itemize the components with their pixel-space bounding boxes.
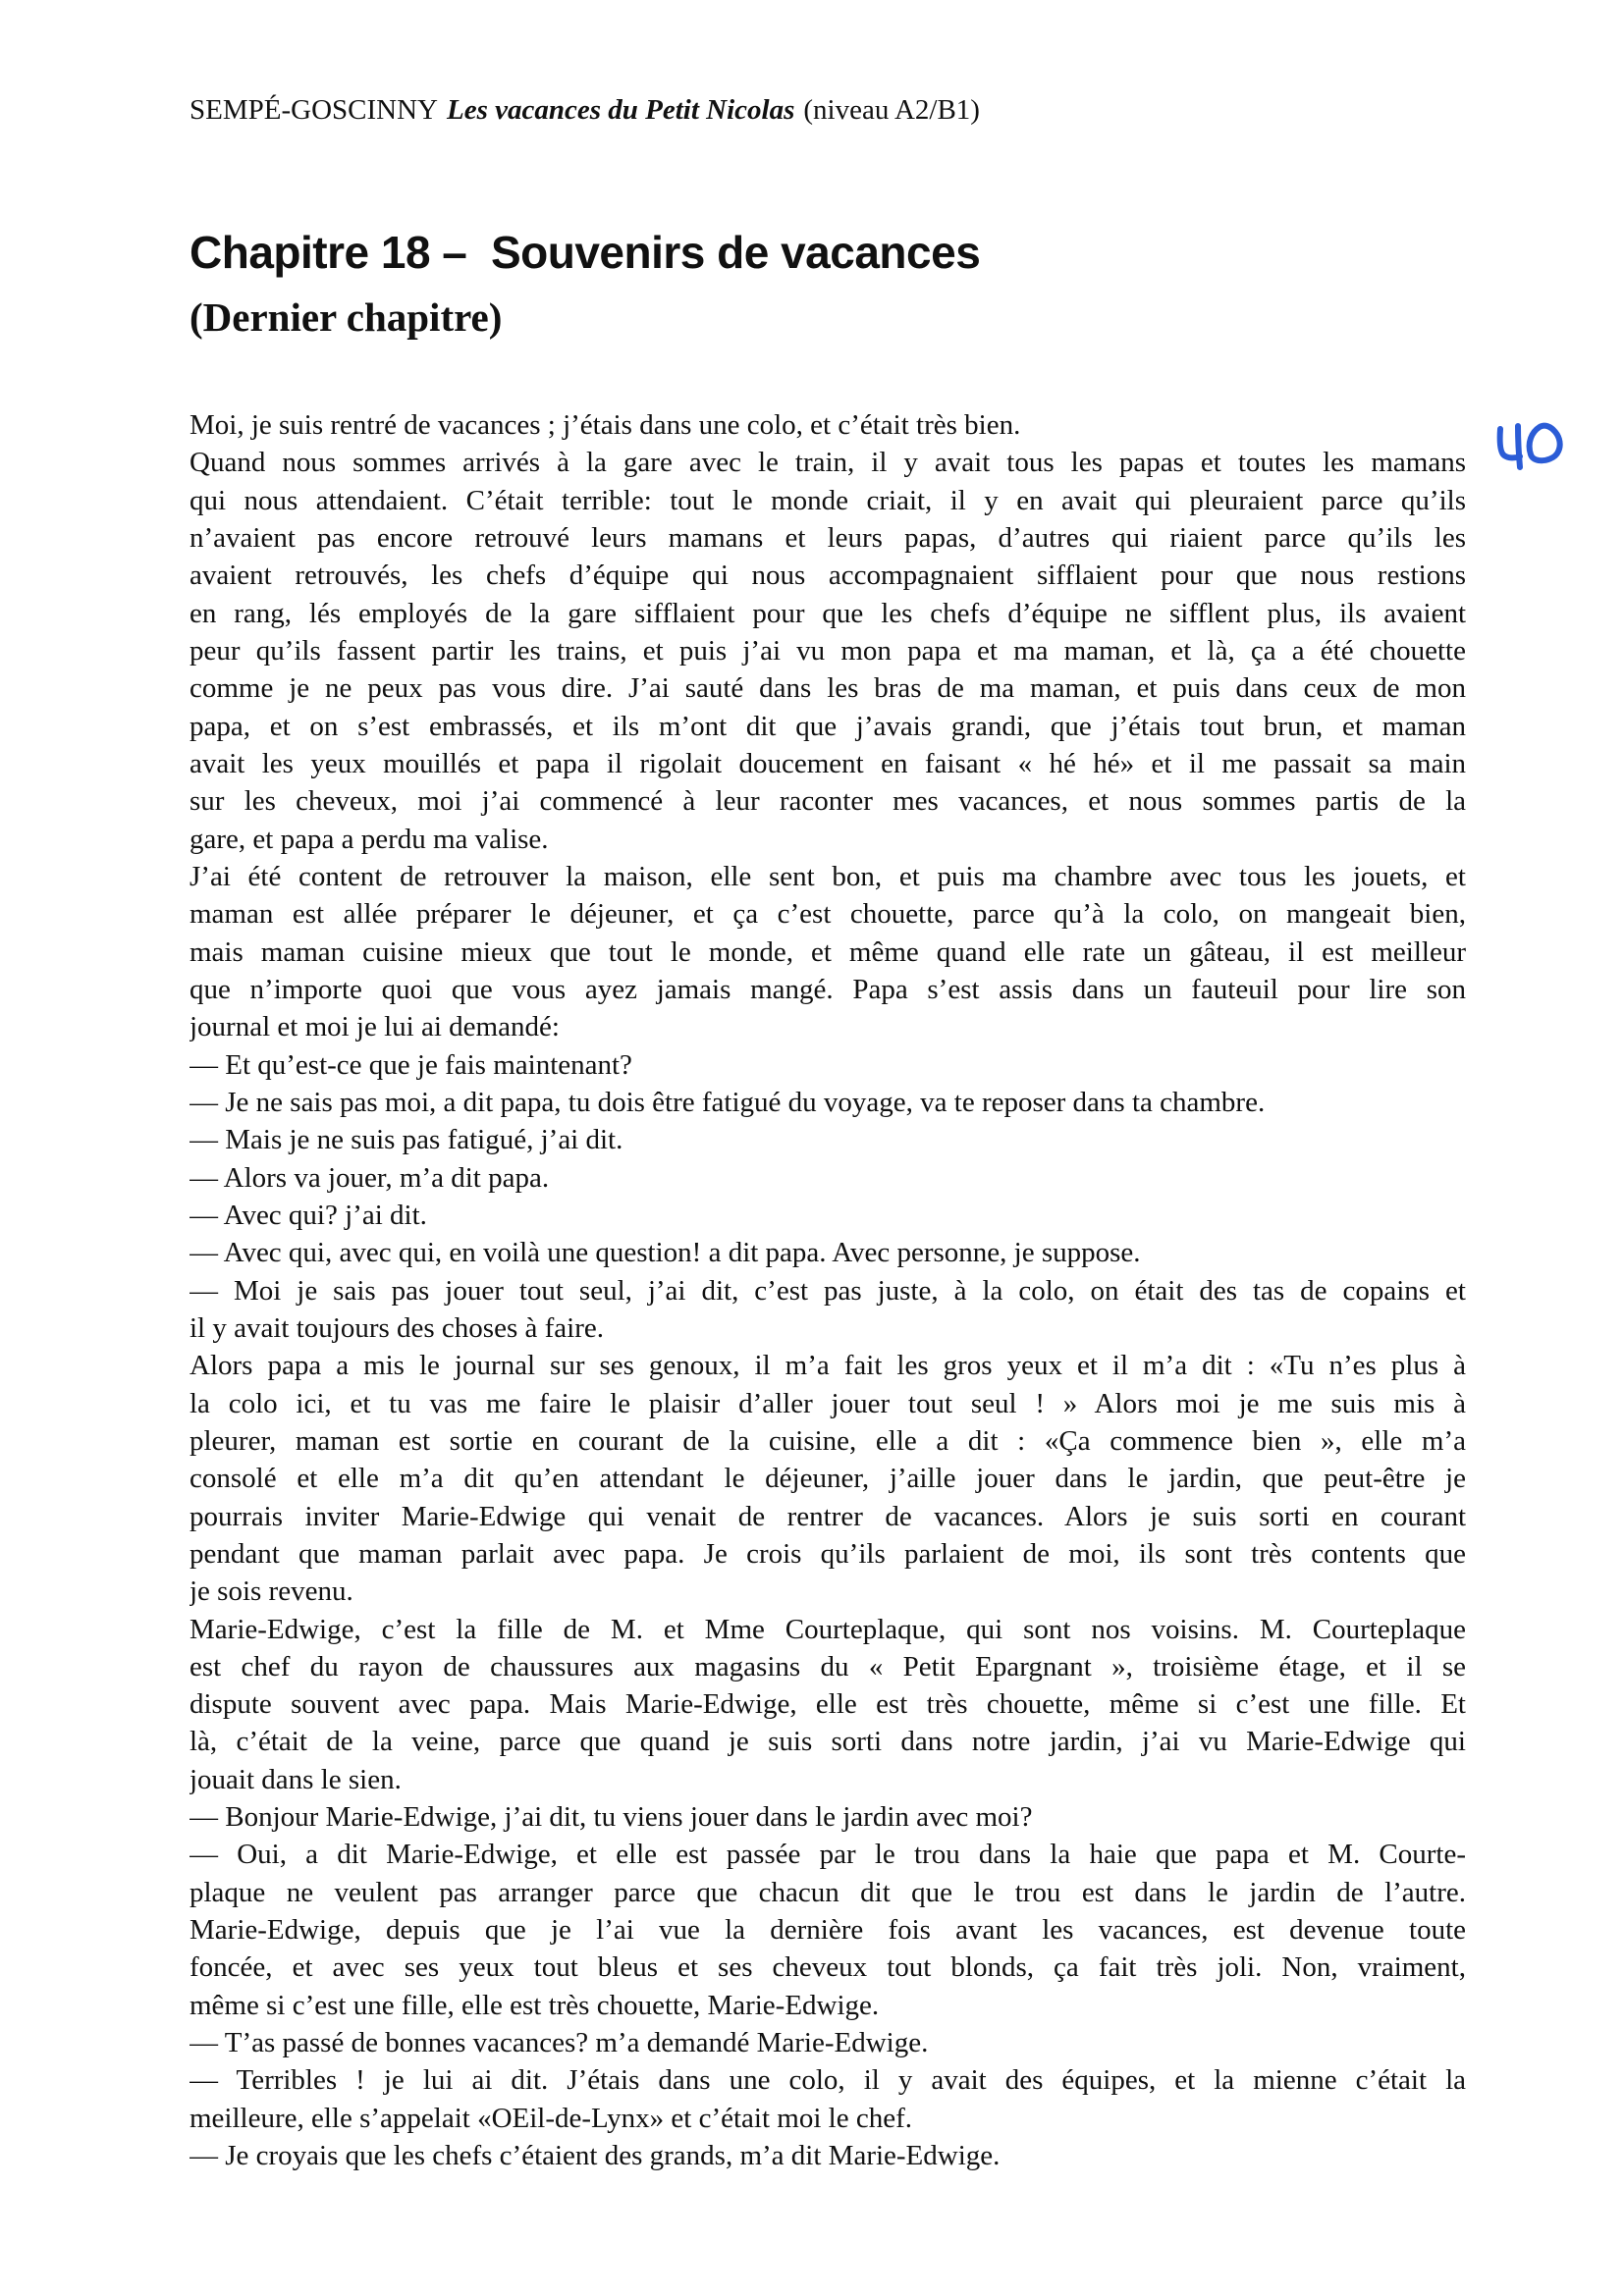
- paragraph: [189, 2061, 1466, 2137]
- text-line: qui nous attendaient. C’était terrible: tout le monde criait, il y en avait qui pleuraient parce qu’ils: [189, 484, 1466, 516]
- text-line: pleurer, maman est sortie en courant de la cuisine, elle a dit : «Ça commence bien », elle m’a: [189, 1424, 1466, 1457]
- text-line: — Je ne sais pas moi, a dit papa, tu dois être fatigué du voyage, va te reposer dans ta chambre.: [189, 1086, 1266, 1118]
- text-line: — Avec qui? j’ai dit.: [189, 1199, 427, 1231]
- text-line: — Je croyais que les chefs c’étaient des grands, m’a dit Marie-Edwige.: [189, 2140, 1001, 2172]
- text-line: — Moi je sais pas jouer tout seul, j’ai dit, c’est pas juste, à la colo, on était des tas de copains et: [189, 1274, 1466, 1307]
- text-line: Marie-Edwige, depuis que je l’ai vue la dernière fois avant les vacances, est devenue toute: [189, 1914, 1466, 1947]
- handwritten-digit-0-icon: [1530, 426, 1560, 461]
- paragraph: [189, 1159, 1466, 1197]
- text-line: est chef du rayon de chaussures aux magasins du « Petit Epargnant », troisième étage, et il se: [189, 1650, 1466, 1682]
- text-line: Marie-Edwige, c’est la fille de M. et Mme Courteplaque, qui sont nos voisins. M. Courteplaque: [189, 1613, 1466, 1645]
- text-line: n’avaient pas encore retrouvé leurs mamans et leurs papas, d’autres qui riaient parce qu’ils les: [189, 521, 1466, 554]
- paragraph: [189, 1347, 1466, 1610]
- text-line: Quand nous sommes arrivés à la gare avec le train, il y avait tous les papas et toutes les mamans: [189, 447, 1466, 479]
- chapter-title: Chapitre 18 – Souvenirs de vacances: [189, 227, 981, 278]
- handwritten-grade-annotation: [1488, 417, 1571, 474]
- text-line: foncée, et avec ses yeux tout bleus et ses cheveux tout blonds, ça fait très joli. Non, vraiment,: [189, 1951, 1466, 1984]
- text-line: gare, et papa a perdu ma valise.: [189, 823, 549, 855]
- text-line: consolé et elle m’a dit qu’en attendant le déjeuner, j’aille jouer dans le jardin, que peut-être je: [189, 1463, 1466, 1495]
- text-line: en rang, lés employés de la gare sifflaient pour que les chefs d’équipe ne sifflent plus, ils avaient: [189, 597, 1466, 629]
- text-line: — Alors va jouer, m’a dit papa.: [189, 1161, 550, 1194]
- text-line: là, c’était de la veine, parce que quand je suis sorti dans notre jardin, j’ai vu Marie-Edwige qui: [189, 1726, 1466, 1758]
- paragraph: [189, 1046, 1466, 1084]
- paragraph: [189, 406, 1466, 444]
- paragraph: [189, 2024, 1466, 2061]
- text-line: avaient retrouvés, les chefs d’équipe qui nous accompagnaient sifflaient pour que nous restions: [189, 560, 1466, 592]
- text-line: meilleure, elle s’appelait «OEil-de-Lynx» et c’était moi le chef.: [189, 2102, 912, 2134]
- text-line: maman est allée préparer le déjeuner, et ça c’est chouette, parce qu’à la colo, on mangeait bien,: [189, 898, 1466, 931]
- handwritten-digit-4-icon: [1518, 426, 1520, 467]
- body-text: [189, 406, 1466, 2174]
- text-line: — T’as passé de bonnes vacances? m’a demandé Marie-Edwige.: [189, 2027, 929, 2059]
- text-line: papa, et on s’est embrassés, et ils m’ont dit que j’avais grandi, que j’étais tout brun, et maman: [189, 710, 1466, 742]
- text-line: — Et qu’est-ce que je fais maintenant?: [189, 1048, 632, 1081]
- header-level-note: (niveau A2/B1): [803, 94, 980, 126]
- text-line: dispute souvent avec papa. Mais Marie-Edwige, elle est très chouette, même si c’est une fille. Et: [189, 1688, 1466, 1721]
- text-line: même si c’est une fille, elle est très chouette, Marie-Edwige.: [189, 1989, 880, 2021]
- text-line: je sois revenu.: [189, 1575, 353, 1608]
- paragraph: [189, 1611, 1466, 1799]
- paragraph: [189, 858, 1466, 1046]
- text-line: sur les cheveux, moi j’ai commencé à leur raconter mes vacances, et nous sommes partis de la: [189, 785, 1466, 818]
- text-line: comme je ne peux pas vous dire. J’ai sauté dans les bras de ma maman, et puis dans ceux de mon: [189, 672, 1466, 705]
- paragraph: [189, 1234, 1466, 1271]
- text-line: — Mais je ne suis pas fatigué, j’ai dit.: [189, 1124, 623, 1156]
- paragraph: [189, 1197, 1466, 1234]
- paragraph: [189, 1121, 1466, 1158]
- text-line: — Terribles ! je lui ai dit. J’étais dans une colo, il y avait des équipes, et la mienne c’était la: [189, 2064, 1466, 2097]
- text-line: jouait dans le sien.: [189, 1763, 402, 1795]
- text-line: pendant que maman parlait avec papa. Je crois qu’ils parlaient de moi, ils sont très contents que: [189, 1537, 1466, 1570]
- page-header: [189, 95, 980, 125]
- chapter-subtitle: (Dernier chapitre): [189, 294, 503, 340]
- paragraph: [189, 1272, 1466, 1348]
- text-line: avait les yeux mouillés et papa il rigolait doucement en faisant « hé hé» et il me passait sa main: [189, 747, 1466, 779]
- header-author: SEMPÉ-GOSCINNY: [189, 94, 438, 126]
- text-line: Moi, je suis rentré de vacances ; j’étais dans une colo, et c’était très bien.: [189, 409, 1021, 441]
- text-line: — Oui, a dit Marie-Edwige, et elle est passée par le trou dans la haie que papa et M. Courte-: [189, 1839, 1466, 1871]
- text-line: — Bonjour Marie-Edwige, j’ai dit, tu viens jouer dans le jardin avec moi?: [189, 1801, 1033, 1834]
- header-book-title: Les vacances du Petit Nicolas: [446, 94, 795, 126]
- text-line: la colo ici, et tu vas me faire le plaisir d’aller jouer tout seul ! » Alors moi je me suis mis à: [189, 1387, 1466, 1419]
- text-line: — Avec qui, avec qui, en voilà une question! a dit papa. Avec personne, je suppose.: [189, 1237, 1141, 1269]
- text-line: J’ai été content de retrouver la maison, elle sent bon, et puis ma chambre avec tous les jouets, et: [189, 860, 1466, 892]
- paragraph: [189, 1836, 1466, 2024]
- text-line: journal et moi je lui ai demandé:: [189, 1011, 560, 1043]
- text-line: Alors papa a mis le journal sur ses genoux, il m’a fait les gros yeux et il m’a dit : «Tu n’es plus à: [189, 1350, 1466, 1382]
- text-line: pourrais inviter Marie-Edwige qui venait de rentrer de vacances. Alors je suis sorti en courant: [189, 1500, 1466, 1532]
- paragraph: [189, 1798, 1466, 1836]
- text-line: il y avait toujours des choses à faire.: [189, 1311, 604, 1344]
- text-line: que n’importe quoi que vous ayez jamais mangé. Papa s’est assis dans un fauteuil pour lire son: [189, 973, 1466, 1005]
- paragraph: [189, 444, 1466, 858]
- text-line: mais maman cuisine mieux que tout le monde, et même quand elle rate un gâteau, il est meilleur: [189, 935, 1466, 968]
- paragraph: [189, 2137, 1466, 2174]
- text-line: peur qu’ils fassent partir les trains, et puis j’ai vu mon papa et ma maman, et là, ça a été chouette: [189, 634, 1466, 667]
- text-line: plaque ne veulent pas arranger parce que chacun dit que le trou est dans le jardin de l’autre.: [189, 1876, 1466, 1908]
- paragraph: [189, 1084, 1466, 1121]
